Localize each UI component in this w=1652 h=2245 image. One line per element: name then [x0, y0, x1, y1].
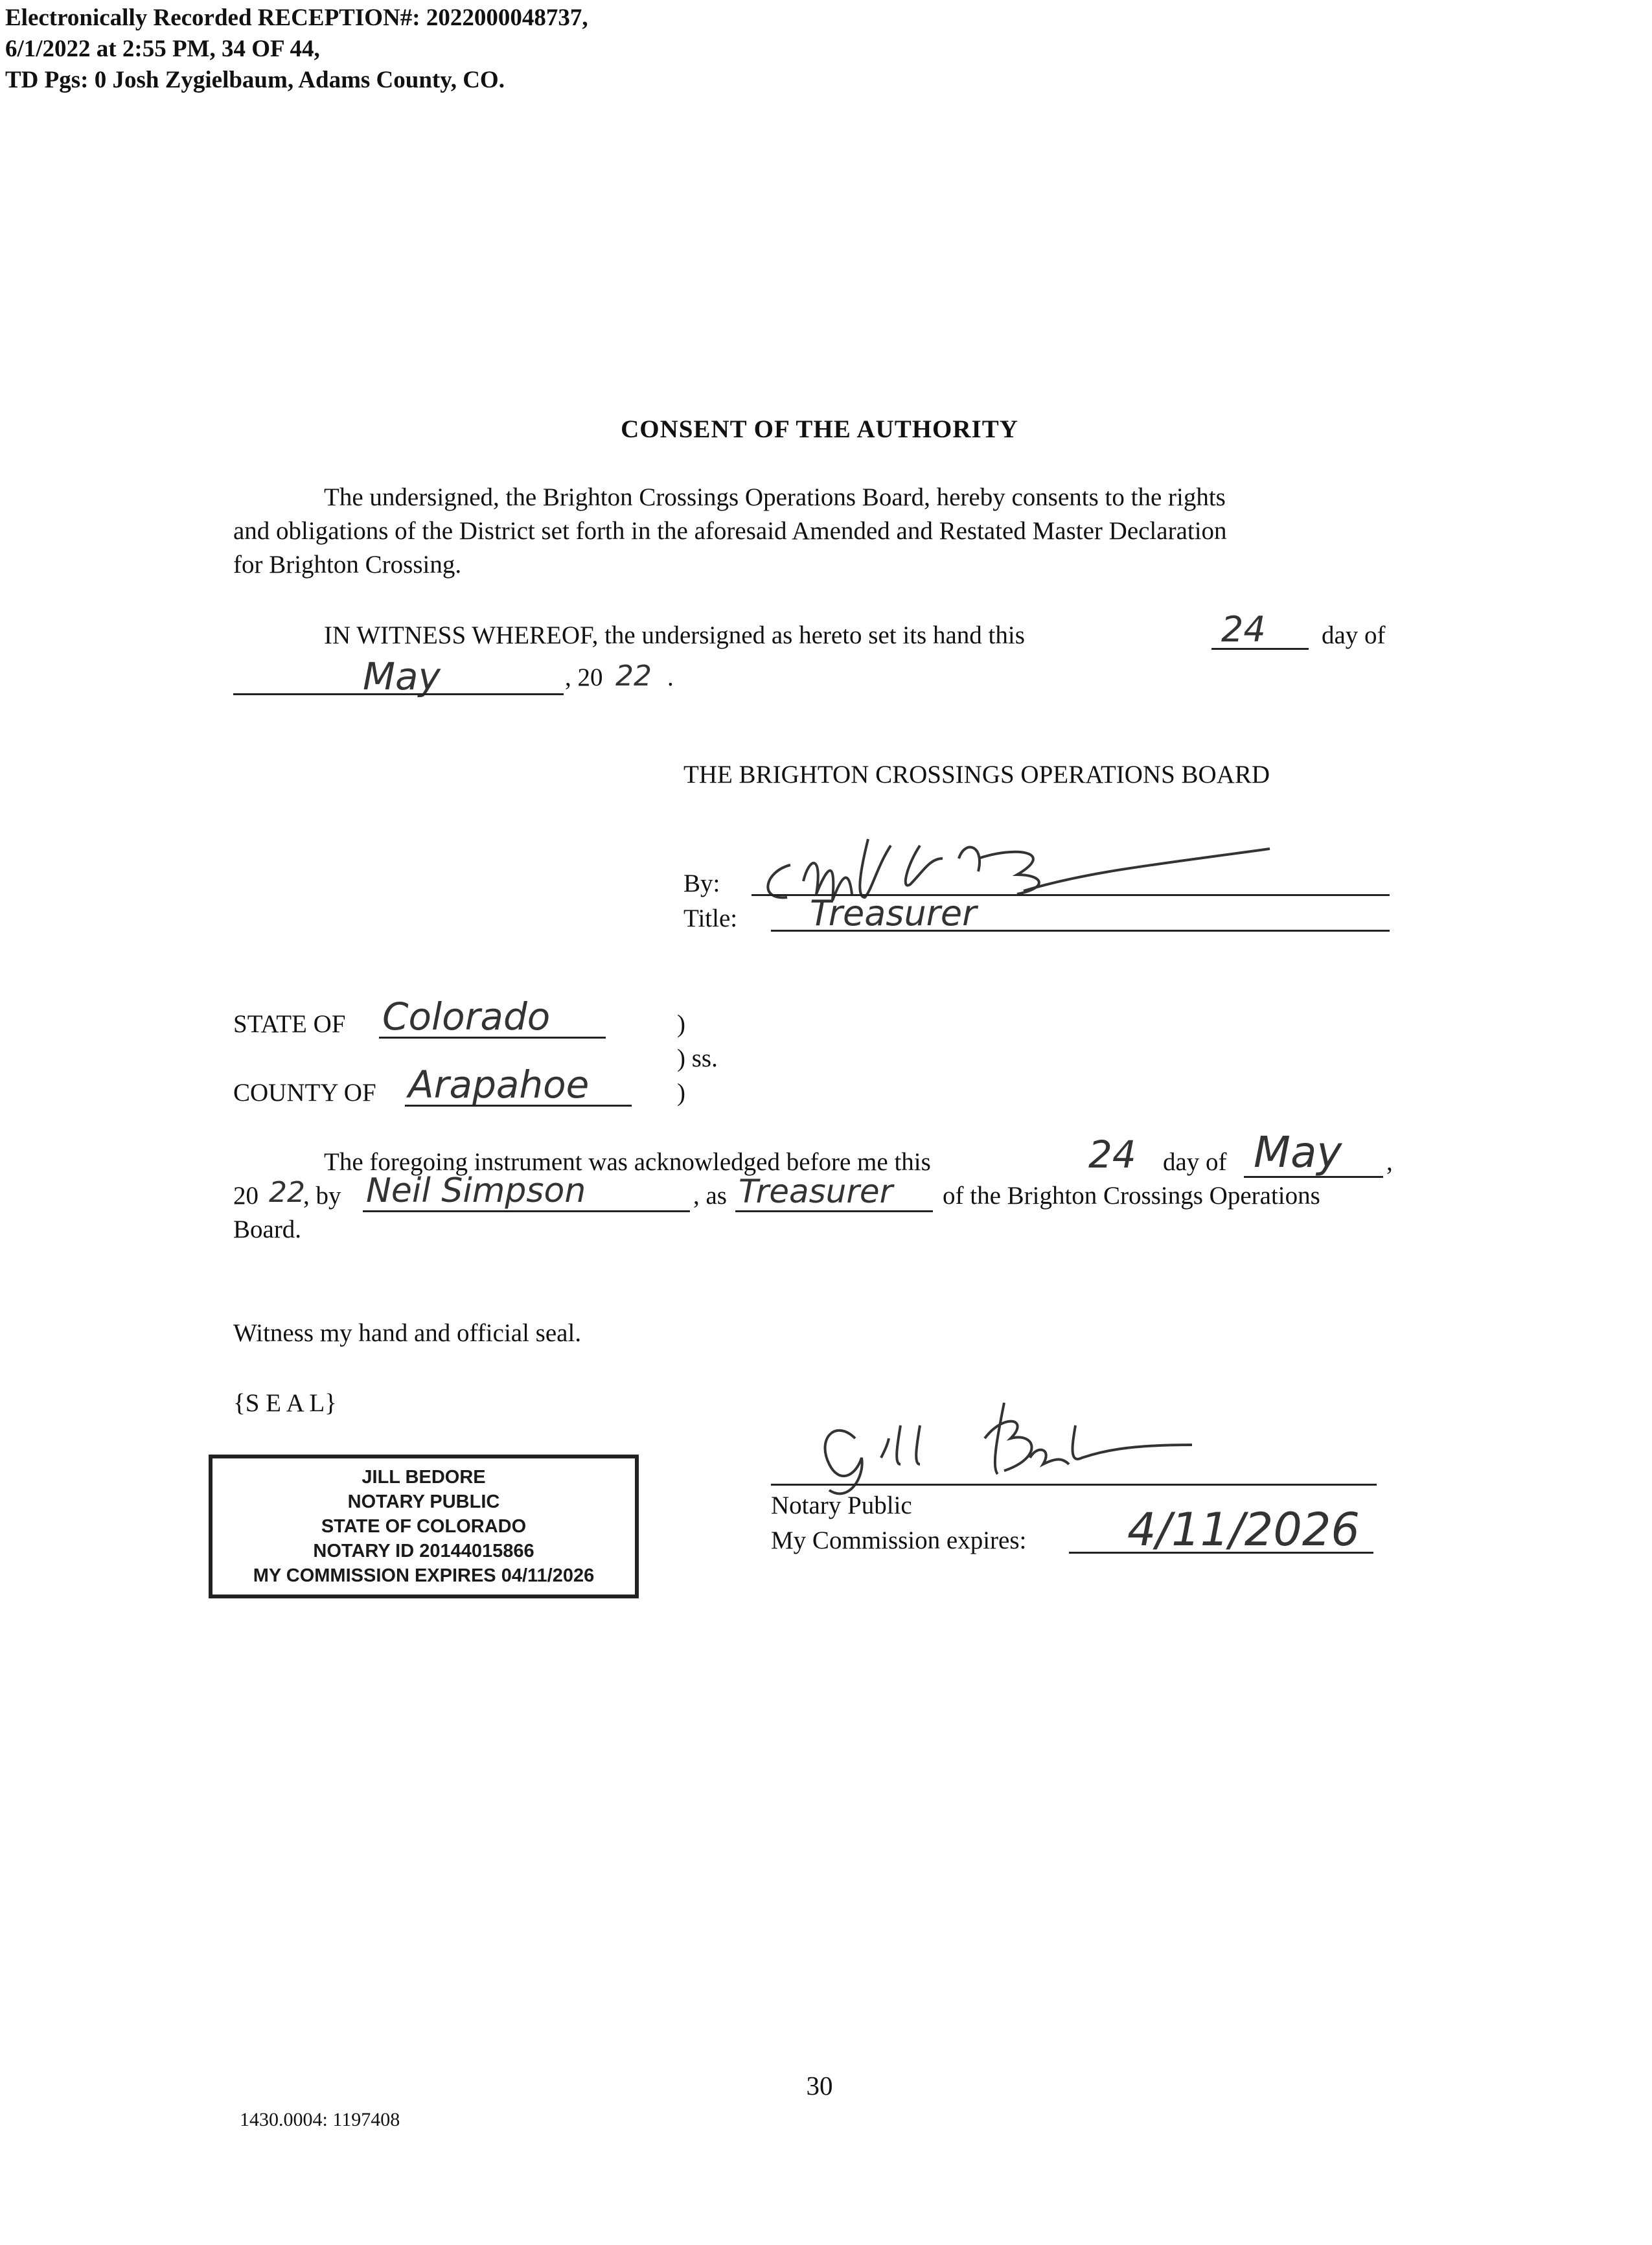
title-line: [771, 930, 1390, 932]
title-handwritten: Treasurer: [810, 893, 977, 934]
notary-signature: [771, 1399, 1211, 1497]
ack-text: The foregoing instrument was acknowledged before me this: [324, 1148, 931, 1176]
ack-year-handwritten: 22: [269, 1176, 305, 1209]
recording-stamp-line1: Electronically Recorded RECEPTION#: 2022000048737,: [5, 5, 588, 31]
state-label: STATE OF: [233, 1010, 346, 1038]
venue-paren-3: ): [677, 1079, 685, 1107]
witness-month-line: [233, 693, 564, 695]
recording-stamp-line2: 6/1/2022 at 2:55 PM, 34 OF 44,: [5, 36, 320, 62]
recording-stamp-line3: TD Pgs: 0 Josh Zygielbaum, Adams County, CO.: [5, 67, 505, 93]
ack-as-label: , as: [693, 1182, 727, 1210]
notary-label: Notary Public: [771, 1491, 912, 1519]
page-number: 30: [806, 2071, 833, 2101]
venue-paren-1: ): [677, 1010, 685, 1038]
ack-year-prefix: 20: [233, 1182, 258, 1210]
document-heading: CONSENT OF THE AUTHORITY: [621, 415, 1018, 443]
ack-name-line: [363, 1210, 690, 1212]
witness-seal-text: Witness my hand and official seal.: [233, 1319, 582, 1347]
ack-as-handwritten: Treasurer: [739, 1173, 893, 1210]
witness-month-handwritten: May: [363, 654, 441, 698]
paragraph1-line1: The undersigned, the Brighton Crossings Operations Board, hereby consents to the rights: [324, 483, 1226, 511]
paragraph1-line3: for Brighton Crossing.: [233, 551, 462, 579]
paragraph1-line2: and obligations of the District set forth in the aforesaid Amended and Restated Master Declaration: [233, 517, 1227, 545]
commission-label: My Commission expires:: [771, 1526, 1027, 1554]
notary-stamp-line5: MY COMMISSION EXPIRES 04/11/2026: [253, 1565, 595, 1586]
by-label: By:: [683, 869, 720, 897]
notary-stamp: [209, 1455, 639, 1598]
ack-month-line: [1244, 1176, 1383, 1178]
ack-by-label: , by: [303, 1182, 341, 1210]
title-label: Title:: [683, 904, 738, 932]
witness-text: IN WITNESS WHEREOF, the undersigned as hereto set its hand this: [324, 621, 1025, 649]
seal-label: {S E A L}: [233, 1389, 337, 1417]
commission-line: [1069, 1552, 1373, 1554]
recording-stamp: [5, 3, 588, 96]
notary-stamp-line1: JILL BEDORE: [361, 1467, 486, 1488]
ack-board: Board.: [233, 1215, 302, 1243]
witness-year-handwritten: 22: [615, 660, 652, 693]
notary-stamp-line3: STATE OF COLORADO: [321, 1516, 527, 1537]
ack-day-of: day of: [1163, 1148, 1227, 1176]
witness-year-prefix: , 20: [565, 663, 603, 691]
county-line: [405, 1105, 632, 1107]
ack-text-end: of the Brighton Crossings Operations: [943, 1182, 1320, 1210]
notary-stamp-line4: NOTARY ID 20144015866: [313, 1541, 534, 1561]
witness-day-line: [1211, 648, 1309, 650]
witness-period: .: [667, 663, 674, 691]
state-handwritten: Colorado: [382, 995, 551, 1039]
ack-as-line: [735, 1210, 933, 1212]
notary-signature-line: [771, 1484, 1377, 1486]
ack-month-handwritten: May: [1254, 1127, 1342, 1177]
state-line: [379, 1037, 606, 1039]
entity-name: THE BRIGHTON CROSSINGS OPERATIONS BOARD: [683, 761, 1270, 789]
commission-handwritten: 4/11/2026: [1127, 1503, 1360, 1556]
county-label: COUNTY OF: [233, 1079, 376, 1107]
witness-day-of: day of: [1322, 621, 1386, 649]
ack-day-handwritten: 24: [1088, 1133, 1136, 1177]
witness-day-handwritten: 24: [1221, 609, 1266, 650]
venue-ss: ) ss.: [677, 1044, 718, 1072]
ack-comma: ,: [1386, 1148, 1393, 1176]
county-handwritten: Arapahoe: [408, 1063, 590, 1107]
notary-stamp-line2: NOTARY PUBLIC: [347, 1491, 500, 1512]
footer-reference: 1430.0004: 1197408: [240, 2109, 400, 2130]
ack-name-handwritten: Neil Simpson: [366, 1171, 586, 1210]
